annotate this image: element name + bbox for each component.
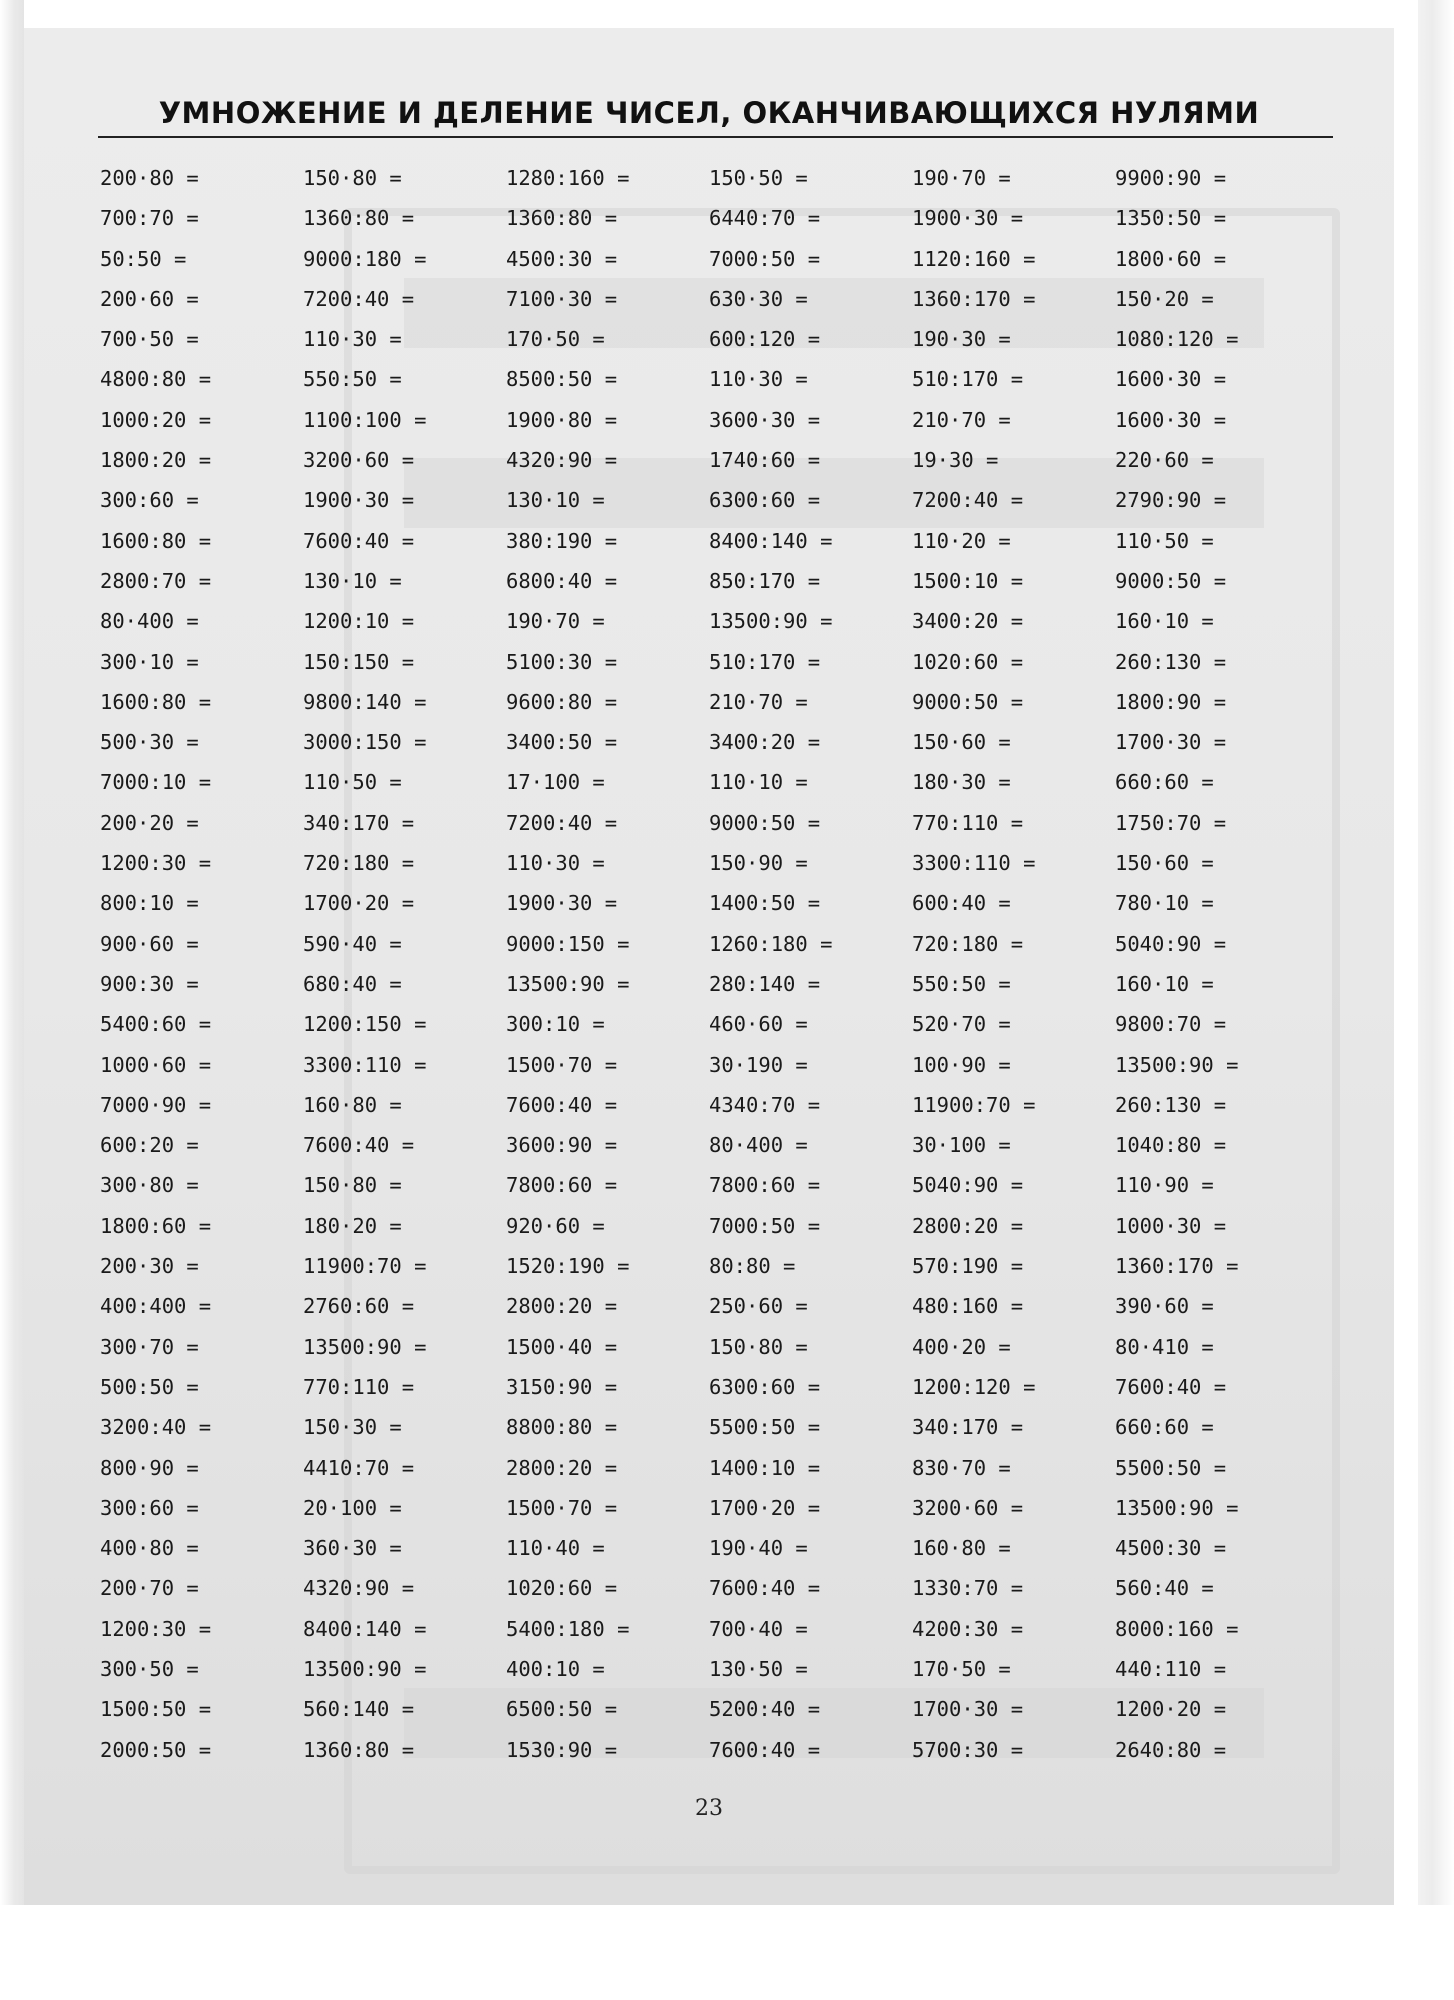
problem-r35-c6: 4500:30 = xyxy=(1115,1536,1227,1561)
problem-r21-c5: 550:50 = xyxy=(912,971,1011,996)
problem-r7-c5: 210·70 = xyxy=(912,407,1011,432)
problem-r37-c1: 1200:30 = xyxy=(100,1616,212,1641)
problem-r6-c6: 1600·30 = xyxy=(1115,367,1227,392)
problem-r14-c3: 9600:80 = xyxy=(506,689,618,714)
problem-r28-c5: 570:190 = xyxy=(912,1254,1024,1279)
problem-r38-c1: 300·50 = xyxy=(100,1656,199,1681)
problem-r32-c2: 150·30 = xyxy=(303,1415,402,1440)
problem-r1-c2: 150·80 = xyxy=(303,166,402,190)
problem-r3-c2: 9000:180 = xyxy=(303,246,427,271)
problem-r34-c2: 20·100 = xyxy=(303,1495,402,1520)
problem-r38-c6: 440:110 = xyxy=(1115,1656,1227,1681)
problem-r8-c3: 4320:90 = xyxy=(506,448,618,473)
problem-r8-c1: 1800:20 = xyxy=(100,448,212,473)
problem-r35-c3: 110·40 = xyxy=(506,1536,605,1561)
problem-r14-c2: 9800:140 = xyxy=(303,689,427,714)
problem-r1-c4: 150·50 = xyxy=(709,166,808,190)
problem-r29-c4: 250·60 = xyxy=(709,1294,808,1319)
problem-r32-c3: 8800:80 = xyxy=(506,1415,618,1440)
problem-r25-c1: 600:20 = xyxy=(100,1133,199,1158)
problem-r4-c3: 7100·30 = xyxy=(506,286,618,311)
problem-r29-c6: 390·60 = xyxy=(1115,1294,1214,1319)
problem-r32-c6: 660:60 = xyxy=(1115,1415,1214,1440)
problem-r6-c2: 550:50 = xyxy=(303,367,402,392)
problem-r24-c5: 11900:70 = xyxy=(912,1092,1036,1117)
problem-r2-c5: 1900·30 = xyxy=(912,206,1024,231)
problem-r28-c3: 1520:190 = xyxy=(506,1254,630,1279)
problem-r33-c1: 800·90 = xyxy=(100,1455,199,1480)
problem-r25-c2: 7600:40 = xyxy=(303,1133,415,1158)
problem-r7-c1: 1000:20 = xyxy=(100,407,212,432)
problem-r18-c4: 150·90 = xyxy=(709,851,808,876)
problem-r2-c6: 1350:50 = xyxy=(1115,206,1227,231)
problem-r15-c2: 3000:150 = xyxy=(303,730,427,755)
problem-r32-c5: 340:170 = xyxy=(912,1415,1024,1440)
problem-r16-c2: 110·50 = xyxy=(303,770,402,795)
problem-r29-c1: 400:400 = xyxy=(100,1294,212,1319)
problem-r28-c2: 11900:70 = xyxy=(303,1254,427,1279)
problem-r5-c2: 110·30 = xyxy=(303,327,402,352)
problem-r36-c1: 200·70 = xyxy=(100,1576,199,1601)
problem-r9-c2: 1900·30 = xyxy=(303,488,415,513)
problem-r37-c4: 700·40 = xyxy=(709,1616,808,1641)
problem-r28-c1: 200·30 = xyxy=(100,1254,199,1279)
problem-r11-c3: 6800:40 = xyxy=(506,568,618,593)
problem-r8-c6: 220·60 = xyxy=(1115,448,1214,473)
problem-r12-c5: 3400:20 = xyxy=(912,609,1024,634)
problem-r30-c4: 150·80 = xyxy=(709,1334,808,1359)
problem-r36-c3: 1020:60 = xyxy=(506,1576,618,1601)
problem-r12-c2: 1200:10 = xyxy=(303,609,415,634)
problem-r27-c6: 1000·30 = xyxy=(1115,1213,1227,1238)
problem-r24-c4: 4340:70 = xyxy=(709,1092,821,1117)
problem-r18-c3: 110·30 = xyxy=(506,851,605,876)
problem-r19-c2: 1700·20 = xyxy=(303,891,415,916)
problem-r10-c5: 110·20 = xyxy=(912,528,1011,553)
problem-r25-c6: 1040:80 = xyxy=(1115,1133,1227,1158)
problem-r2-c2: 1360:80 = xyxy=(303,206,415,231)
problem-r39-c6: 1200·20 = xyxy=(1115,1697,1227,1722)
problem-r23-c4: 30·190 = xyxy=(709,1052,808,1077)
problem-r13-c5: 1020:60 = xyxy=(912,649,1024,674)
problem-r36-c6: 560:40 = xyxy=(1115,1576,1214,1601)
problem-r8-c2: 3200·60 = xyxy=(303,448,415,473)
problem-r37-c2: 8400:140 = xyxy=(303,1616,427,1641)
problem-r4-c2: 7200:40 = xyxy=(303,286,415,311)
problem-r15-c5: 150·60 = xyxy=(912,730,1011,755)
problem-r17-c6: 1750:70 = xyxy=(1115,810,1227,835)
scan-edge-left xyxy=(0,0,24,1905)
problem-r15-c3: 3400:50 = xyxy=(506,730,618,755)
problem-r3-c4: 7000:50 = xyxy=(709,246,821,271)
problem-r23-c1: 1000·60 = xyxy=(100,1052,212,1077)
problem-r35-c4: 190·40 = xyxy=(709,1536,808,1561)
problem-r40-c2: 1360:80 = xyxy=(303,1737,415,1762)
problem-r6-c3: 8500:50 = xyxy=(506,367,618,392)
problem-r10-c3: 380:190 = xyxy=(506,528,618,553)
problem-r7-c3: 1900·80 = xyxy=(506,407,618,432)
problem-r22-c4: 460·60 = xyxy=(709,1012,808,1037)
problem-r22-c3: 300:10 = xyxy=(506,1012,605,1037)
problem-r7-c6: 1600·30 = xyxy=(1115,407,1227,432)
problem-r32-c4: 5500:50 = xyxy=(709,1415,821,1440)
problem-r11-c6: 9000:50 = xyxy=(1115,568,1227,593)
problem-r8-c4: 1740:60 = xyxy=(709,448,821,473)
problem-r13-c4: 510:170 = xyxy=(709,649,821,674)
problem-r15-c4: 3400:20 = xyxy=(709,730,821,755)
problem-r26-c5: 5040:90 = xyxy=(912,1173,1024,1198)
problem-r22-c6: 9800:70 = xyxy=(1115,1012,1227,1037)
problem-r26-c3: 7800:60 = xyxy=(506,1173,618,1198)
problem-r20-c6: 5040:90 = xyxy=(1115,931,1227,956)
problem-r24-c1: 7000·90 = xyxy=(100,1092,212,1117)
problem-r14-c5: 9000:50 = xyxy=(912,689,1024,714)
problem-r13-c3: 5100:30 = xyxy=(506,649,618,674)
problem-r25-c5: 30·100 = xyxy=(912,1133,1011,1158)
problem-r38-c2: 13500:90 = xyxy=(303,1656,427,1681)
problem-r39-c2: 560:140 = xyxy=(303,1697,415,1722)
problem-r1-c3: 1280:160 = xyxy=(506,166,630,190)
problem-r9-c5: 7200:40 = xyxy=(912,488,1024,513)
problem-r37-c5: 4200:30 = xyxy=(912,1616,1024,1641)
problem-r21-c6: 160·10 = xyxy=(1115,971,1214,996)
problem-r19-c4: 1400:50 = xyxy=(709,891,821,916)
problem-r20-c4: 1260:180 = xyxy=(709,931,833,956)
problem-r28-c4: 80:80 = xyxy=(709,1254,796,1279)
problem-r11-c4: 850:170 = xyxy=(709,568,821,593)
problem-r9-c4: 6300:60 = xyxy=(709,488,821,513)
problem-r27-c4: 7000:50 = xyxy=(709,1213,821,1238)
problem-r26-c6: 110·90 = xyxy=(1115,1173,1214,1198)
problem-r20-c2: 590·40 = xyxy=(303,931,402,956)
problem-r28-c6: 1360:170 = xyxy=(1115,1254,1239,1279)
problem-r30-c6: 80·410 = xyxy=(1115,1334,1214,1359)
problem-r3-c1: 50:50 = xyxy=(100,246,187,271)
problem-r5-c4: 600:120 = xyxy=(709,327,821,352)
problem-r21-c3: 13500:90 = xyxy=(506,971,630,996)
problem-r39-c4: 5200:40 = xyxy=(709,1697,821,1722)
problem-r37-c6: 8000:160 = xyxy=(1115,1616,1239,1641)
problem-r10-c2: 7600:40 = xyxy=(303,528,415,553)
title-underline xyxy=(98,136,1333,138)
problem-r7-c4: 3600·30 = xyxy=(709,407,821,432)
problem-r17-c3: 7200:40 = xyxy=(506,810,618,835)
problem-r26-c4: 7800:60 = xyxy=(709,1173,821,1198)
problem-r4-c1: 200·60 = xyxy=(100,286,199,311)
problem-r24-c6: 260:130 = xyxy=(1115,1092,1227,1117)
problem-r33-c3: 2800:20 = xyxy=(506,1455,618,1480)
problem-r15-c1: 500·30 = xyxy=(100,730,199,755)
problem-r18-c6: 150·60 = xyxy=(1115,851,1214,876)
problem-r35-c5: 160·80 = xyxy=(912,1536,1011,1561)
problem-r12-c1: 80·400 = xyxy=(100,609,199,634)
problem-r21-c4: 280:140 = xyxy=(709,971,821,996)
problem-r3-c6: 1800·60 = xyxy=(1115,246,1227,271)
problem-r15-c6: 1700·30 = xyxy=(1115,730,1227,755)
problem-r33-c2: 4410:70 = xyxy=(303,1455,415,1480)
problem-r10-c1: 1600:80 = xyxy=(100,528,212,553)
problem-grid xyxy=(100,158,1340,1770)
problem-r14-c1: 1600:80 = xyxy=(100,689,212,714)
problem-r11-c2: 130·10 = xyxy=(303,568,402,593)
problem-r40-c6: 2640:80 = xyxy=(1115,1737,1227,1762)
problem-r19-c1: 800:10 = xyxy=(100,891,199,916)
problem-r14-c4: 210·70 = xyxy=(709,689,808,714)
problem-r34-c1: 300:60 = xyxy=(100,1495,199,1520)
problem-r40-c1: 2000:50 = xyxy=(100,1737,212,1762)
problem-r24-c3: 7600:40 = xyxy=(506,1092,618,1117)
problem-r31-c3: 3150:90 = xyxy=(506,1374,618,1399)
problem-r27-c2: 180·20 = xyxy=(303,1213,402,1238)
problem-r17-c5: 770:110 = xyxy=(912,810,1024,835)
problem-r40-c5: 5700:30 = xyxy=(912,1737,1024,1762)
problem-r24-c2: 160·80 = xyxy=(303,1092,402,1117)
problem-r2-c4: 6440:70 = xyxy=(709,206,821,231)
problem-r12-c6: 160·10 = xyxy=(1115,609,1214,634)
problem-r21-c1: 900:30 = xyxy=(100,971,199,996)
problem-r3-c3: 4500:30 = xyxy=(506,246,618,271)
problem-r11-c1: 2800:70 = xyxy=(100,568,212,593)
problem-r31-c5: 1200:120 = xyxy=(912,1374,1036,1399)
problem-r5-c1: 700·50 = xyxy=(100,327,199,352)
worksheet-page xyxy=(24,28,1394,1905)
problem-r2-c3: 1360:80 = xyxy=(506,206,618,231)
problem-r39-c3: 6500:50 = xyxy=(506,1697,618,1722)
problem-r5-c3: 170·50 = xyxy=(506,327,605,352)
problem-r16-c4: 110·10 = xyxy=(709,770,808,795)
problem-r31-c1: 500:50 = xyxy=(100,1374,199,1399)
problem-r5-c5: 190·30 = xyxy=(912,327,1011,352)
problem-r39-c5: 1700·30 = xyxy=(912,1697,1024,1722)
problem-r16-c6: 660:60 = xyxy=(1115,770,1214,795)
problem-r20-c1: 900·60 = xyxy=(100,931,199,956)
problem-r20-c5: 720:180 = xyxy=(912,931,1024,956)
problem-r38-c3: 400:10 = xyxy=(506,1656,605,1681)
problem-r39-c1: 1500:50 = xyxy=(100,1697,212,1722)
problem-r34-c3: 1500·70 = xyxy=(506,1495,618,1520)
problem-r18-c2: 720:180 = xyxy=(303,851,415,876)
problem-r25-c4: 80·400 = xyxy=(709,1133,808,1158)
problem-r19-c3: 1900·30 = xyxy=(506,891,618,916)
problem-r29-c5: 480:160 = xyxy=(912,1294,1024,1319)
problem-r29-c2: 2760:60 = xyxy=(303,1294,415,1319)
problem-r19-c5: 600:40 = xyxy=(912,891,1011,916)
problem-r31-c2: 770:110 = xyxy=(303,1374,415,1399)
problem-r13-c6: 260:130 = xyxy=(1115,649,1227,674)
problem-r29-c3: 2800:20 = xyxy=(506,1294,618,1319)
problem-r13-c2: 150:150 = xyxy=(303,649,415,674)
problem-r40-c3: 1530:90 = xyxy=(506,1737,618,1762)
problem-r18-c5: 3300:110 = xyxy=(912,851,1036,876)
problem-r4-c5: 1360:170 = xyxy=(912,286,1036,311)
problem-r33-c4: 1400:10 = xyxy=(709,1455,821,1480)
problem-r36-c4: 7600:40 = xyxy=(709,1576,821,1601)
problem-r35-c1: 400·80 = xyxy=(100,1536,199,1561)
problem-r9-c1: 300:60 = xyxy=(100,488,199,513)
problem-r23-c6: 13500:90 = xyxy=(1115,1052,1239,1077)
problem-r17-c4: 9000:50 = xyxy=(709,810,821,835)
problem-r4-c4: 630·30 = xyxy=(709,286,808,311)
problem-r38-c5: 170·50 = xyxy=(912,1656,1011,1681)
problem-r34-c6: 13500:90 = xyxy=(1115,1495,1239,1520)
problem-r19-c6: 780·10 = xyxy=(1115,891,1214,916)
problem-r34-c5: 3200·60 = xyxy=(912,1495,1024,1520)
problem-r38-c4: 130·50 = xyxy=(709,1656,808,1681)
problem-r33-c6: 5500:50 = xyxy=(1115,1455,1227,1480)
problem-r30-c3: 1500·40 = xyxy=(506,1334,618,1359)
problem-r8-c5: 19·30 = xyxy=(912,448,999,473)
problem-r34-c4: 1700·20 = xyxy=(709,1495,821,1520)
problem-r40-c4: 7600:40 = xyxy=(709,1737,821,1762)
problem-r35-c2: 360·30 = xyxy=(303,1536,402,1561)
problem-r9-c6: 2790:90 = xyxy=(1115,488,1227,513)
problem-r27-c5: 2800:20 = xyxy=(912,1213,1024,1238)
problem-r30-c1: 300·70 = xyxy=(100,1334,199,1359)
problem-r26-c1: 300·80 = xyxy=(100,1173,199,1198)
scan-edge-right xyxy=(1418,0,1454,1905)
problem-r20-c3: 9000:150 = xyxy=(506,931,630,956)
problem-r21-c2: 680:40 = xyxy=(303,971,402,996)
problem-r1-c6: 9900:90 = xyxy=(1115,166,1227,190)
problem-r37-c3: 5400:180 = xyxy=(506,1616,630,1641)
problem-r31-c6: 7600:40 = xyxy=(1115,1374,1227,1399)
problem-r25-c3: 3600:90 = xyxy=(506,1133,618,1158)
problem-r26-c2: 150·80 = xyxy=(303,1173,402,1198)
problem-r23-c3: 1500·70 = xyxy=(506,1052,618,1077)
problem-r16-c3: 17·100 = xyxy=(506,770,605,795)
problem-r22-c5: 520·70 = xyxy=(912,1012,1011,1037)
problem-r16-c5: 180·30 = xyxy=(912,770,1011,795)
problem-r36-c5: 1330:70 = xyxy=(912,1576,1024,1601)
problem-r33-c5: 830·70 = xyxy=(912,1455,1011,1480)
problem-r27-c1: 1800:60 = xyxy=(100,1213,212,1238)
problem-r16-c1: 7000:10 = xyxy=(100,770,212,795)
problem-r12-c4: 13500:90 = xyxy=(709,609,833,634)
problem-r1-c1: 200·80 = xyxy=(100,166,199,190)
problem-r14-c6: 1800:90 = xyxy=(1115,689,1227,714)
problem-r30-c2: 13500:90 = xyxy=(303,1334,427,1359)
problem-r22-c1: 5400:60 = xyxy=(100,1012,212,1037)
page-number: 23 xyxy=(695,1796,723,1821)
page-title: УМНОЖЕНИЕ И ДЕЛЕНИЕ ЧИСЕЛ, ОКАНЧИВАЮЩИХСЯ НУЛЯМИ xyxy=(158,96,1260,130)
problem-r5-c6: 1080:120 = xyxy=(1115,327,1239,352)
problem-r11-c5: 1500:10 = xyxy=(912,568,1024,593)
problem-r2-c1: 700:70 = xyxy=(100,206,199,231)
problem-r6-c5: 510:170 = xyxy=(912,367,1024,392)
problem-r1-c5: 190·70 = xyxy=(912,166,1011,190)
problem-r10-c6: 110·50 = xyxy=(1115,528,1214,553)
problem-r27-c3: 920·60 = xyxy=(506,1213,605,1238)
problem-r10-c4: 8400:140 = xyxy=(709,528,833,553)
problem-r7-c2: 1100:100 = xyxy=(303,407,427,432)
problem-r12-c3: 190·70 = xyxy=(506,609,605,634)
problem-r6-c4: 110·30 = xyxy=(709,367,808,392)
problem-r23-c2: 3300:110 = xyxy=(303,1052,427,1077)
problem-r3-c5: 1120:160 = xyxy=(912,246,1036,271)
problem-r36-c2: 4320:90 = xyxy=(303,1576,415,1601)
problem-r22-c2: 1200:150 = xyxy=(303,1012,427,1037)
problem-r17-c1: 200·20 = xyxy=(100,810,199,835)
problem-r23-c5: 100·90 = xyxy=(912,1052,1011,1077)
problem-r6-c1: 4800:80 = xyxy=(100,367,212,392)
problem-r18-c1: 1200:30 = xyxy=(100,851,212,876)
problem-r4-c6: 150·20 = xyxy=(1115,286,1214,311)
problem-r30-c5: 400·20 = xyxy=(912,1334,1011,1359)
problem-r13-c1: 300·10 = xyxy=(100,649,199,674)
problem-r9-c3: 130·10 = xyxy=(506,488,605,513)
problem-r32-c1: 3200:40 = xyxy=(100,1415,212,1440)
problem-r31-c4: 6300:60 = xyxy=(709,1374,821,1399)
problem-r17-c2: 340:170 = xyxy=(303,810,415,835)
